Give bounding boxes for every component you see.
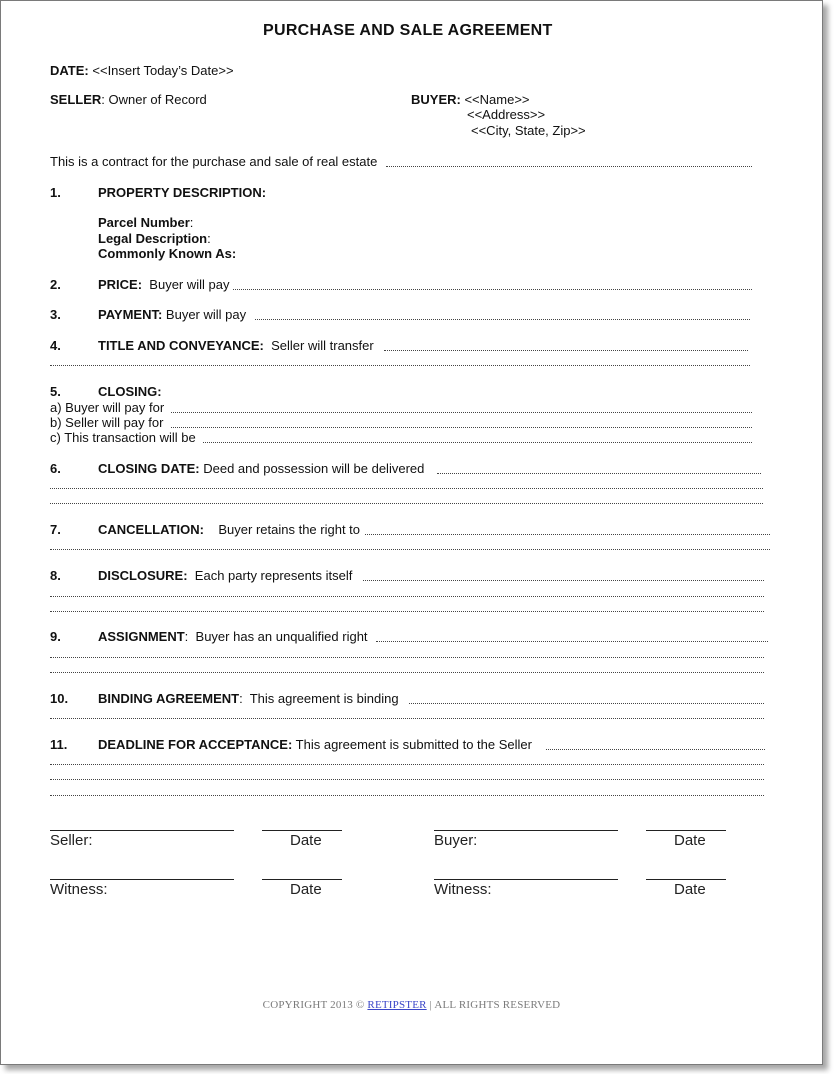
seller-label: SELLER [50,92,102,107]
buyer-witness-label: Witness: [434,881,492,898]
section-heading: PROPERTY DESCRIPTION: [98,185,267,200]
blank-line [365,533,770,535]
blank-line [50,656,764,658]
seller-signature-label: Seller: [50,832,93,849]
closing-item-a: a) Buyer will pay for [50,400,165,415]
buyer-city: <<City, State, Zip>> [471,123,586,138]
section-number: 11. [50,737,68,752]
section-text: DISCLOSURE: Each party represents itself [98,568,353,583]
blank-line [203,441,752,443]
blank-line [233,288,752,290]
blank-line [171,411,752,413]
closing-item-c: c) This transaction will be [50,430,196,445]
section-number: 1. [50,185,61,200]
document-title: PURCHASE AND SALE AGREEMENT [263,22,553,39]
seller-date-label: Date [290,832,322,849]
seller-value: : Owner of Record [101,92,207,107]
seller-witness-date-line[interactable] [262,879,342,880]
section-number: 3. [50,307,61,322]
date-value: <<Insert Today’s Date>> [92,63,234,78]
seller-witness-label: Witness: [50,881,108,898]
commonly-known-label: Commonly Known As: [98,246,237,261]
blank-line [50,763,764,765]
seller-line [50,92,207,108]
section-number: 10. [50,691,69,706]
buyer-signature-label: Buyer: [434,832,478,849]
section-text: DEADLINE FOR ACCEPTANCE: This agreement is submitted to the Seller [98,737,532,752]
blank-line [363,579,764,581]
retipster-link[interactable]: RETIPSTER [367,999,427,1011]
blank-line [546,748,765,750]
section-number: 9. [50,629,61,644]
section-text: CLOSING DATE: Deed and possession will be delivered [98,461,425,476]
section-number: 2. [50,277,61,292]
section-text: BINDING AGREEMENT: This agreement is binding [98,691,399,706]
blank-line [50,794,764,796]
section-number: 7. [50,522,61,537]
blank-line [50,595,764,597]
blank-line [171,426,752,428]
buyer-witness-line[interactable] [434,879,618,880]
section-number: 5. [50,384,61,399]
section-text: ASSIGNMENT: Buyer has an unqualified right [98,629,368,644]
blank-line [50,548,770,550]
buyer-line [411,92,530,108]
buyer-name: <<Name>> [464,92,530,107]
blank-line [384,349,748,351]
seller-witness-line[interactable] [50,879,234,880]
blank-line [437,472,761,474]
date-label: DATE: [50,63,89,78]
closing-item-b: b) Seller will pay for [50,415,164,430]
blank-line [50,717,764,719]
buyer-date-line[interactable] [646,830,726,831]
buyer-label: BUYER: [411,92,461,107]
buyer-signature-line[interactable] [434,830,618,831]
section-number: 8. [50,568,61,583]
buyer-witness-date-label: Date [674,881,706,898]
blank-line [255,318,750,320]
seller-date-line[interactable] [262,830,342,831]
section-text: PAYMENT: Buyer will pay [98,307,247,322]
legal-description-label: Legal Description: [98,231,211,246]
buyer-witness-date-line[interactable] [646,879,726,880]
blank-line [50,487,763,489]
section-number: 6. [50,461,61,476]
section-number: 4. [50,338,61,353]
section-text: PRICE: Buyer will pay [98,277,230,292]
copyright-text: COPYRIGHT 2013 © [262,999,365,1011]
buyer-date-label: Date [674,832,706,849]
date-line [50,63,234,79]
blank-line [376,640,768,642]
copyright-footer [1,999,822,1011]
intro-text: This is a contract for the purchase and sale of real estate [50,154,378,169]
blank-line [386,165,752,167]
buyer-address: <<Address>> [467,107,546,122]
parcel-number-label: Parcel Number: [98,215,194,230]
section-text: CANCELLATION: Buyer retains the right to [98,522,361,537]
blank-line [50,610,764,612]
blank-line [50,671,764,673]
blank-line [50,778,764,780]
blank-line [50,502,763,504]
seller-witness-date-label: Date [290,881,322,898]
blank-line [409,702,764,704]
seller-signature-line[interactable] [50,830,234,831]
blank-line [50,364,750,366]
rights-text: | ALL RIGHTS RESERVED [429,999,561,1011]
section-heading: CLOSING: [98,384,162,399]
section-text: TITLE AND CONVEYANCE: Seller will transfer [98,338,374,353]
